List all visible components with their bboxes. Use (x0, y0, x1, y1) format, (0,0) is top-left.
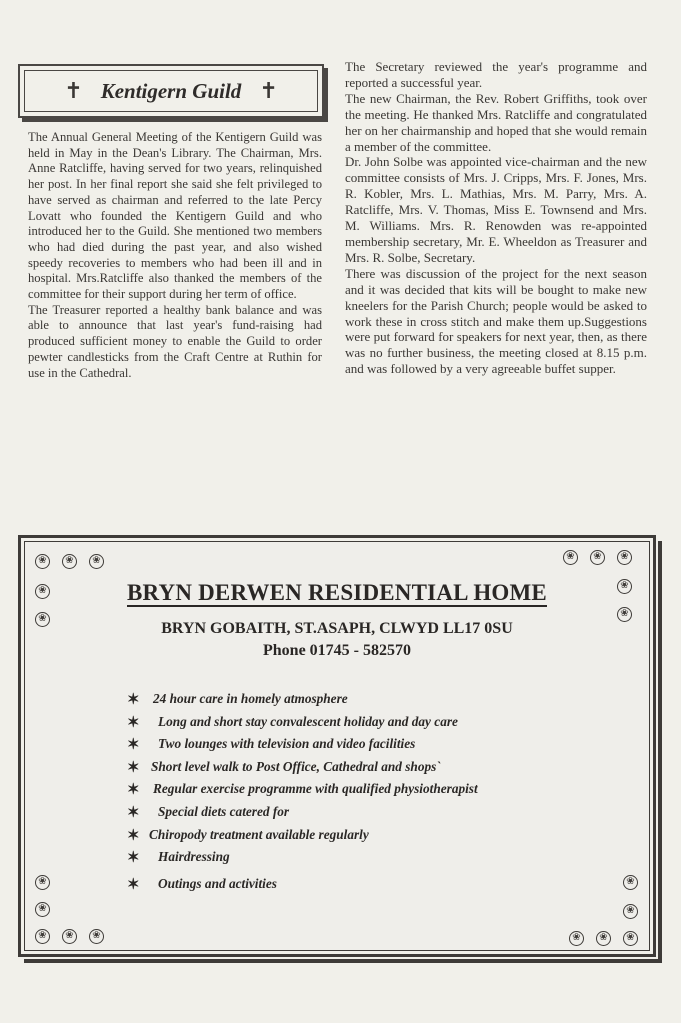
star-bullet-icon: ✶ (127, 804, 140, 821)
flower-ornament-icon: ❀ (89, 554, 104, 569)
flower-ornament-icon: ❀ (62, 554, 77, 569)
flower-ornament-icon: ❀ (590, 550, 605, 565)
flower-ornament-icon: ❀ (35, 902, 50, 917)
flower-ornament-icon: ❀ (35, 584, 50, 599)
article-left-column (28, 130, 322, 381)
cross-icon: ✝ (64, 78, 83, 103)
flower-ornament-icon: ❀ (563, 550, 578, 565)
advert-home-name (25, 580, 649, 606)
star-bullet-icon: ✶ (127, 827, 140, 844)
flower-ornament-icon: ❀ (62, 929, 77, 944)
flower-ornament-icon: ❀ (35, 929, 50, 944)
flower-ornament-icon: ❀ (89, 929, 104, 944)
feature-text: Long and short stay convalescent holiday and day care (158, 713, 458, 729)
article-paragraph: The Annual General Meeting of the Kentigern Guild was held in May in the Dean's Library. The Chairman, Mrs. Anne Ratcliffe, having served for two years, relinquished her post. In her final report she said she felt privileged to have served as chairman and referred to the late Percy Lovatt who founded the Kentigern Guild and who introduced her to the Guild. She mentioned two members who had died during the past year, and also wished speedy recoveries to members who had been ill and in hospital. Mrs.Ratcliffe also thanked the members of the committee for their support during her term of office. (28, 130, 322, 302)
article-paragraph: Dr. John Solbe was appointed vice-chairman and the new committee consists of Mrs. J. Cripps, Mrs. F. Jones, Mrs. R. Kobler, Mrs. L. Mathias, Mrs. M. Parry, Mrs. A. Ratcliffe, Mrs. V. Thomas, Miss E. Townsend and Mrs. M. Williams. Mrs. R. Renowden was re-appointed membership secretary, Mr. E. Wheeldon as Treasurer and Mrs. R. Solbe, Secretary. (345, 154, 647, 265)
article-paragraph: The Secretary reviewed the year's programme and reported a successful year. (345, 59, 647, 90)
feature-item (127, 735, 597, 758)
guild-title-inner-frame (24, 70, 318, 112)
feature-item (127, 875, 597, 898)
flower-ornament-icon: ❀ (623, 931, 638, 946)
star-bullet-icon: ✶ (127, 782, 140, 799)
star-bullet-icon: ✶ (127, 737, 140, 754)
advert-address: BRYN GOBAITH, ST.ASAPH, CLWYD LL17 0SU (161, 620, 513, 637)
advert-phone: Phone 01745 - 582570 (263, 642, 411, 659)
star-bullet-icon: ✶ (127, 714, 140, 731)
flower-ornament-icon: ❀ (623, 875, 638, 890)
article-paragraph: The Treasurer reported a healthy bank balance and was able to announce that last year's fund-raising had produced sufficient money to enable the Guild to order pewter candlesticks from the Craft Centre at Ruthin for use in the Cathedral. (28, 302, 322, 380)
flower-ornament-icon: ❀ (35, 612, 50, 627)
advert-home-name-text: BRYN DERWEN RESIDENTIAL HOME (127, 580, 547, 605)
flower-ornament-icon: ❀ (35, 554, 50, 569)
feature-text: Special diets catered for (158, 803, 290, 819)
advert-inner-frame (24, 541, 650, 951)
flower-ornament-icon: ❀ (617, 579, 632, 594)
star-bullet-icon: ✶ (127, 759, 140, 776)
star-bullet-icon: ✶ (127, 850, 140, 867)
flower-ornament-icon: ❀ (623, 904, 638, 919)
feature-text: Outings and activities (158, 875, 277, 891)
feature-text: Short level walk to Post Office, Cathedral and shops` (151, 758, 441, 774)
advert-box (18, 535, 656, 957)
article-paragraph: There was discussion of the project for the next season and it was decided that kits will be bought to make new kneelers for the Parish Church; people would be asked to work these in cross stitch and make them up.Suggestions were put forward for speakers for next year, then, as there was no further business, the meeting closed at 8.15 p.m. and was followed by a very agreeable buffet supper. (345, 265, 647, 377)
flower-ornament-icon: ❀ (35, 875, 50, 890)
flower-ornament-icon: ❀ (617, 607, 632, 622)
cross-icon: ✝ (259, 78, 278, 103)
feature-item (127, 690, 597, 713)
flower-ornament-icon: ❀ (569, 931, 584, 946)
article-paragraph: The new Chairman, the Rev. Robert Griffiths, took over the meeting. He thanked Mrs. Ratcliffe and congratulated her on her chairmanship and hoped that she would remain a member of the committee. (345, 90, 647, 154)
feature-text: Hairdressing (158, 849, 230, 865)
feature-text: Two lounges with television and video facilities (158, 736, 416, 752)
flower-ornament-icon: ❀ (617, 550, 632, 565)
advert-feature-list (127, 690, 597, 897)
guild-title-box (18, 64, 324, 118)
guild-title: Kentigern Guild (100, 78, 242, 103)
star-bullet-icon: ✶ (127, 692, 140, 708)
feature-item (127, 848, 597, 871)
feature-text: 24 hour care in homely atmosphere (153, 691, 348, 706)
feature-item (127, 713, 597, 736)
flower-ornament-icon: ❀ (596, 931, 611, 946)
feature-item (127, 758, 597, 781)
feature-item (127, 826, 597, 849)
article-right-column (345, 59, 647, 377)
feature-text: Chiropody treatment available regularly (149, 826, 369, 842)
feature-item (127, 803, 597, 826)
star-bullet-icon: ✶ (127, 876, 140, 893)
feature-item (127, 780, 597, 803)
feature-text: Regular exercise programme with qualified physiotherapist (153, 781, 478, 797)
